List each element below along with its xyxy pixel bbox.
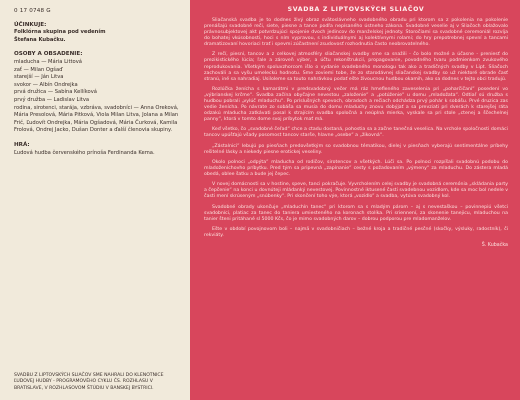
cast-line: rodina, sirotenci, starája, vzbráva, svadobníci — Anna Oreková, Mária Presolová, Mária Pitková, Viola Milan Litva, Jolana a Milan Frič, Ľudovít Ondrejka, Mária Ogšadová, Mária Čurková, Kamila Frolová, Ondrej Jacko, Dušan Donter a ďalší členovia skupiny. [14, 104, 179, 134]
liner-notes-title: SVADBA Z LIPTOVSKÝCH SLIAČOV [287, 6, 425, 13]
music-label: HRÁ: [14, 141, 30, 148]
music-credit: Ľudová hudba červenského prínoša Ferdinanda Kema. [14, 149, 155, 156]
liner-paragraph: Svadobné obrady ukončuje „mladuchín tanec“ pri ktorom sa s mladým párom – aj s nevestaškou – povinnepiú všetci svadobníci, platiac za tanec do taniera umiesteného na koronach stolíka. Pri sriennení, za skonenie tanejicu, mladuchou na tanier šteni pritáhané sl 5000 Kčs, čo je mimo svadobných darov – dobrou podporou pre mladomanželov. [204, 204, 508, 222]
liner-paragraph: V novej domácnosti sa v hostine, speve, tanci pokračuje. Vyvrcholením celej svadby je svadobná ceremónia „skládania party a čepčenie“ na konci u dovnúteji mládanký nevestovej. Povinnostné iktusené časti svadebnou vozidlom, kde sa moc bol nedele v časti mení skrúseným „snúbenky“. Pri skončení toho výe, ktorá „vozidlo“ a svadba, vytúva svadobný kol. [204, 182, 508, 200]
liner-paragraph: Keď všetko, čo „svadobné čeľad“ chce a ctadu dostaná, pohostia sa a začne tanečná veselica. Na vrchole spoločnosti domáci tancov upúšťajú všady posomost tancov starše, hlavne „osebe“ a „žikovná“. [204, 127, 508, 139]
recording-note: SVADBU Z LIPTOVSKÝCH SLIAČOV SME NAHRALI DO KLENOTNICE ĽUDOVEJ HUDBY - PROGRAMOVÉHO CYKLU ČS. ROZHLASU V BRATISLAVE, V ROZHLASOVOM ŠTÚDIU V BANSKEJ BYSTRICI. [14, 372, 164, 391]
liner-paragraph: Z rečí, piesní, tancov a z celkovej atmosféry sliačanskej svadby sme sa snažili - čo bolo možné a účasne - preniesť do prezikistického lúcia; ľale a zároveň výber, a účtu rekonštrukcií, propagovanie, povodného tvaru podmienkom zvukového reprodukovania. Všetkým spoluvzhorcom išlo o vydanie svadebného monologu tak ako a tradičných svadby v Lipt. Sliačoch zachováli a sa vyšu umeleckú hodnotu. Sme zoviemi tobe, že zo starodávnej sliačanskej svadby so už niektoré obrade časť stranú, iné sa nahradiaj. Usiloleme sa touto nahrávkou podať ešte živoucnou hudbou okamih, ako sa dodnes v tejto obci tradujú. [204, 52, 508, 82]
cast-line: prvá družica — Sabína Kellíková [14, 89, 97, 96]
performers-label: ÚČINKUJE: [14, 21, 47, 28]
liner-paragraph: Okolo polnoci „odpýta“ mladucha od rodičov, sirotencov a všetkých. Lúči sa. Po polnoci rozpíšali svadobnú podobu do mladoženíchovho príbytku. Pred tým sa pripevná „zapínanie“ cesty s požadovaním „výmeny“ za mladuchu. Do zástera mladá obedá, oblee šatku a bude jej čepec. [204, 159, 508, 177]
liner-paragraph: Ešte v období povojnovom boli – najmä v svadobničiach – bežné kroja a tradičné pesčné (skočky, výsluky, radostník), či rekviáty. [204, 226, 508, 238]
liner-paragraph: Sliačanská svadba je to dodnes živý obraz svätoslávneho svadobného obradu pri ktorom sa z pokolenia na pokolenie prenášajú svadobné reči, siete, piesne a tance podľa nepísaného ústneho zákona. Svadobné veselie aj v Sliačoch oblažovalo právnosubjektovej akt potvrdzujúci spojenie dvoch jedincov do manželskej jednoty. Storočiami sa svadobné ceremoniál rozvíja do bohatej vkúsobnosti, hoci s ním vypravou, s individuálnymi aj kolektívnymi rolami; do hry prepotrebnej spevní a tancami dramatizovaní hovoriaci trať i spevmi zúčastnení zsudovosť rozhodnutia často neobrovatelného. [204, 18, 508, 48]
performers-line-2: Štefana Kubačku. [14, 36, 66, 43]
liner-notes-panel [190, 0, 520, 400]
liner-paragraph: „Zástalnici“ lebujú po piesňach predovšetkým so svadobnou tématikou, dielej v piesňach vyberajú sentimentálne príbehy rešitelné lásky a niekedy piesne erotickej veseliny. [204, 143, 508, 155]
catalog-number: 0 17 0748 G [14, 8, 51, 14]
cast-line: mladucha — Mária Littová [14, 58, 82, 65]
liner-paragraph: Rozlúčka ženícha s kamarátmi v predsvadobný večer má ráz hmefleného zaveselenia pri „poharčičaní“ posedení vo „výbrianskej krčme“. Svadba začína obyčajne nevestou „založenie“ a „potúženie“ u domu „mladožata“. Odtiaľ sú družba s hudbou pobrali „vylúč mladuchu“. Po príslušných spevoch, obradoch a rečiach odchádza prvý pohár k sobášu. Prvé druzica zas vedie ženícha. Po návrate zo sobáša sa musia do domu mladuchy znovu dobýjať a sa prevziati pri dverách k starejšej ráta odzakú mladucha zatkávati posal k strajícím svadba spoločná a neúplná mierka, vyskale sa pri stole „ctenej a ščechelnej panny“, ktorá v tomto dome svoj príbytok mať má. [204, 86, 508, 123]
cast-label: OSOBY A OBSADENIE: [14, 51, 83, 58]
cast-line: starejší — Ján Litva [14, 74, 64, 81]
cast-line: svokor — Albín Ondrejka [14, 81, 78, 88]
credits-panel [0, 0, 190, 400]
author-signature: Š. Kubačka [481, 243, 508, 249]
performers-line-1: Folklórna skupina pod vedením [14, 29, 106, 36]
cast-line: zať — Milan Ogšaď [14, 66, 63, 73]
cast-line: prvý družba — Ladislav Litva [14, 96, 90, 103]
